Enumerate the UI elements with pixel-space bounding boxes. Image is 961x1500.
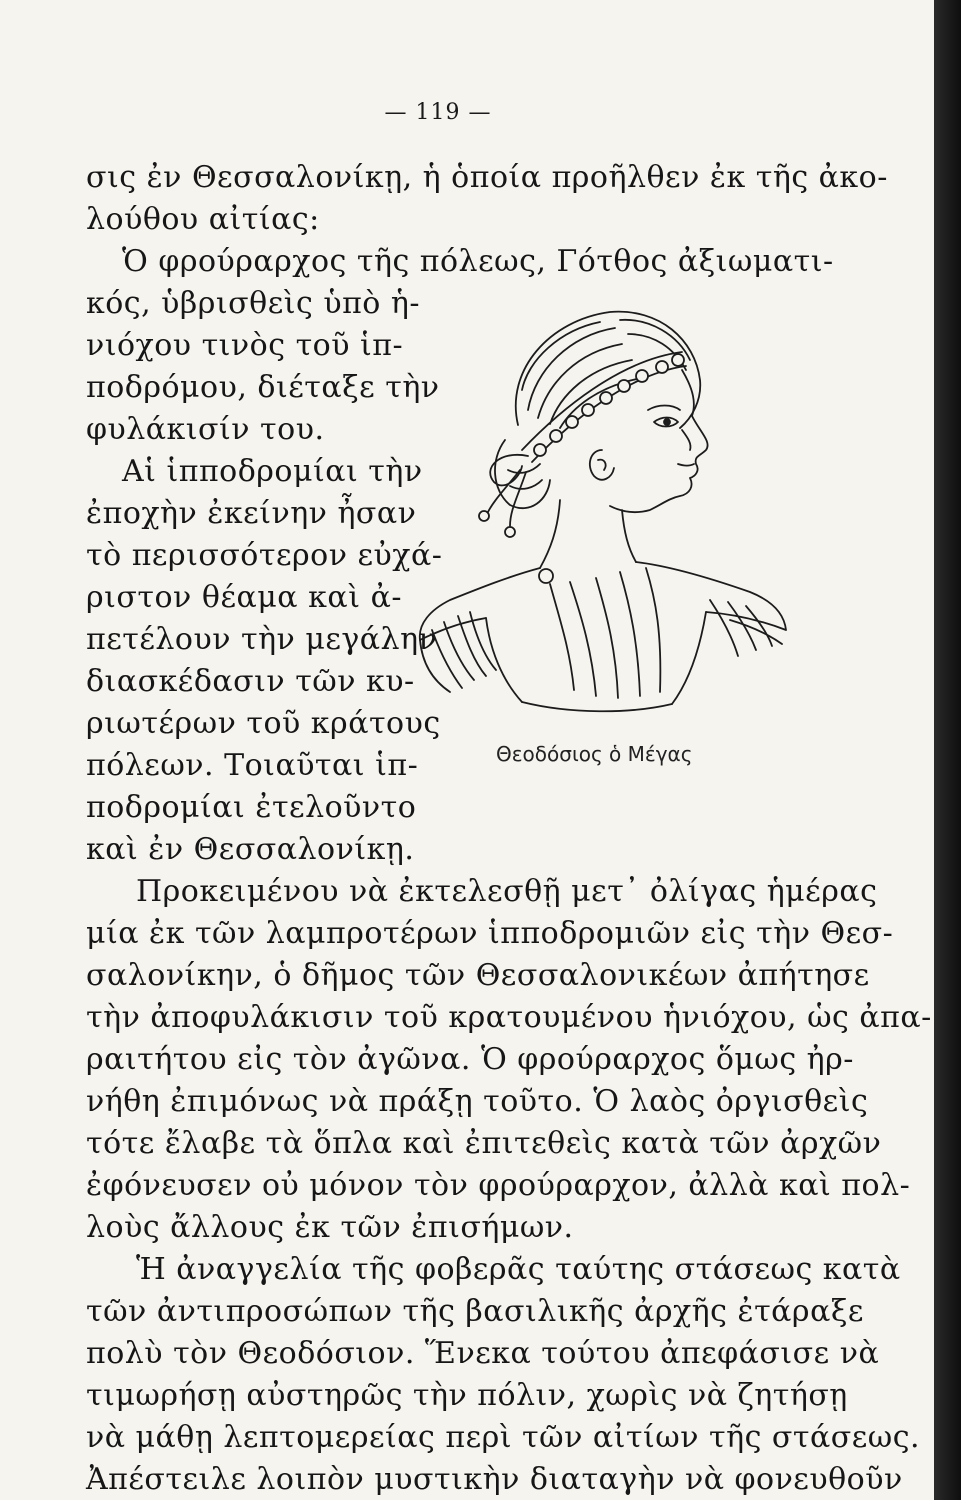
portrait-illustration [410,300,790,730]
text-line: μία ἐκ τῶν λαμπροτέρων ἱπποδρομιῶν εἰς τὴν Θεσ- [86,916,894,951]
page-edge [934,0,961,1500]
text-line: σις ἐν Θεσσαλονίκῃ, ἡ ὁποία προῆλθεν ἐκ τῆς ἀκο- [86,160,888,195]
text-line: ποδρομίαι ἐτελοῦντο [86,790,417,825]
text-line: πολὺ τὸν Θεοδόσιον. Ἕνεκα τούτου ἀπεφάσισε νὰ [86,1336,880,1371]
text-line: Ἀπέστειλε λοιπὸν μυστικὴν διαταγὴν νὰ φονευθοῦν [86,1462,903,1497]
text-line: Ἡ ἀναγγελία τῆς φοβερᾶς ταύτης στάσεως κατὰ [136,1252,901,1287]
text-line: πετέλουν τὴν μεγάλην [86,622,438,657]
text-line: πόλεων. Τοιαῦται ἱπ- [86,748,419,783]
text-line: τιμωρήσῃ αὐστηρῶς τὴν πόλιν, χωρὶς νὰ ζητήσῃ [86,1378,848,1413]
text-line: ἐφόνευσεν οὐ μόνον τὸν φρούραρχον, ἀλλὰ καὶ πολ- [86,1168,911,1203]
text-line: τὴν ἀποφυλάκισιν τοῦ κρατουμένου ἡνιόχου, ὡς ἀπα- [86,1000,932,1035]
text-line: ριωτέρων τοῦ κράτους [86,706,441,741]
portrait-caption: Θεοδόσιος ὁ Μέγας [496,742,693,766]
text-line: λοὺς ἄλλους ἐκ τῶν ἐπισήμων. [86,1210,574,1245]
text-line: ριστον θέαμα καὶ ἀ- [86,580,402,615]
text-line: Αἱ ἱπποδρομίαι τὴν [122,454,423,489]
text-line: νὰ μάθῃ λεπτομερείας περὶ τῶν αἰτίων τῆς στάσεως. [86,1420,921,1455]
text-line: τότε ἔλαβε τὰ ὅπλα καὶ ἐπιτεθεὶς κατὰ τῶν ἀρχῶν [86,1126,882,1161]
text-line: καὶ ἐν Θεσσαλονίκῃ. [86,832,415,867]
text-line: ἐποχὴν ἐκείνην ἦσαν [86,496,417,531]
text-line: κός, ὑβρισθεὶς ὑπὸ ἡ- [86,286,421,321]
text-line: σαλονίκην, ὁ δῆμος τῶν Θεσσαλονικέων ἀπήτησε [86,958,870,993]
page-number: — 119 — [384,100,492,125]
text-line: τῶν ἀντιπροσώπων τῆς βασιλικῆς ἀρχῆς ἐτάραξε [86,1294,864,1329]
text-line: νιόχου τινὸς τοῦ ἱπ- [86,328,404,363]
text-line: ποδρόμου, διέταξε τὴν [86,370,440,405]
text-line: λούθου αἰτίας: [86,202,320,237]
text-line: νήθη ἐπιμόνως νὰ πράξῃ τοῦτο. Ὁ λαὸς ὀργισθεὶς [86,1084,869,1119]
text-line: Ὁ φρούραρχος τῆς πόλεως, Γότθος ἀξιωματι- [122,244,834,279]
text-line: ραιτήτου εἰς τὸν ἀγῶνα. Ὁ φρούραρχος ὅμως ἠρ- [86,1042,854,1077]
text-line: Προκειμένου νὰ ἐκτελεσθῇ μετ᾽ ὀλίγας ἡμέρας [136,874,878,909]
text-line: τὸ περισσότερον εὐχά- [86,538,443,573]
text-line: φυλάκισίν του. [86,412,325,447]
text-line: διασκέδασιν τῶν κυ- [86,664,415,699]
